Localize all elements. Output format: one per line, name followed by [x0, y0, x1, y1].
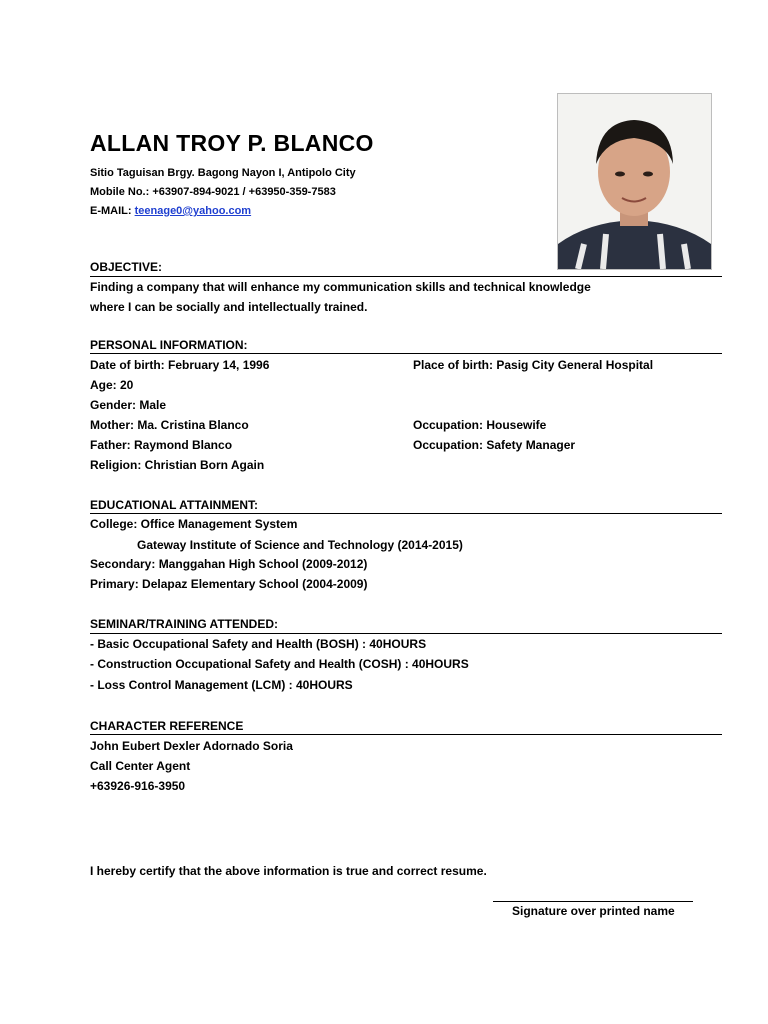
- reference-name: John Eubert Dexler Adornado Soria: [90, 739, 293, 753]
- list-item: - Loss Control Management (LCM) : 40HOURS: [90, 678, 353, 692]
- certification-statement: I hereby certify that the above information is true and correct resume.: [90, 864, 487, 878]
- list-item: - Construction Occupational Safety and Health (COSH) : 40HOURS: [90, 657, 469, 671]
- applicant-name: ALLAN TROY P. BLANCO: [90, 130, 374, 156]
- reference-job: Call Center Agent: [90, 759, 191, 773]
- section-divider: [90, 734, 722, 735]
- applicant-photo: [557, 93, 712, 270]
- signature-line: [493, 901, 693, 902]
- place-of-birth: Place of birth: Pasig City General Hospital: [413, 358, 654, 372]
- email-link[interactable]: teenage0@yahoo.com: [134, 205, 252, 217]
- section-divider: [90, 633, 722, 634]
- father-name: Father: Raymond Blanco: [90, 438, 233, 452]
- email-label: E-MAIL:: [90, 205, 135, 217]
- father-occupation: Occupation: Safety Manager: [413, 438, 576, 452]
- secondary-school: Secondary: Manggahan High School (2009-2012): [90, 557, 368, 571]
- signature-label: Signature over printed name: [512, 904, 675, 918]
- section-divider: [90, 276, 722, 277]
- email-line: [90, 205, 251, 217]
- college-school: Gateway Institute of Science and Technology (2014-2015): [137, 538, 463, 552]
- list-item: - Basic Occupational Safety and Health (BOSH) : 40HOURS: [90, 637, 427, 651]
- mother-occupation: Occupation: Housewife: [413, 418, 547, 432]
- gender: Gender: Male: [90, 398, 167, 412]
- date-of-birth: Date of birth: February 14, 1996: [90, 358, 270, 372]
- reference-title: CHARACTER REFERENCE: [90, 719, 244, 733]
- religion: Religion: Christian Born Again: [90, 458, 265, 472]
- primary-school: Primary: Delapaz Elementary School (2004-2009): [90, 577, 368, 591]
- objective-line-2: where I can be socially and intellectually trained.: [90, 300, 368, 314]
- portrait-image: [558, 94, 711, 269]
- mobile-numbers: Mobile No.: +63907-894-9021 / +63950-359-7583: [90, 186, 336, 198]
- mother-name: Mother: Ma. Cristina Blanco: [90, 418, 249, 432]
- education-title: EDUCATIONAL ATTAINMENT:: [90, 498, 258, 512]
- age: Age: 20: [90, 378, 134, 392]
- objective-title: OBJECTIVE:: [90, 260, 163, 274]
- personal-info-title: PERSONAL INFORMATION:: [90, 338, 248, 352]
- section-divider: [90, 353, 722, 354]
- reference-phone: +63926-916-3950: [90, 779, 186, 793]
- college: College: Office Management System: [90, 517, 298, 531]
- section-divider: [90, 513, 722, 514]
- objective-line-1: Finding a company that will enhance my communication skills and technical knowledge: [90, 280, 591, 294]
- seminar-title: SEMINAR/TRAINING ATTENDED:: [90, 617, 278, 631]
- address: Sitio Taguisan Brgy. Bagong Nayon I, Antipolo City: [90, 167, 356, 179]
